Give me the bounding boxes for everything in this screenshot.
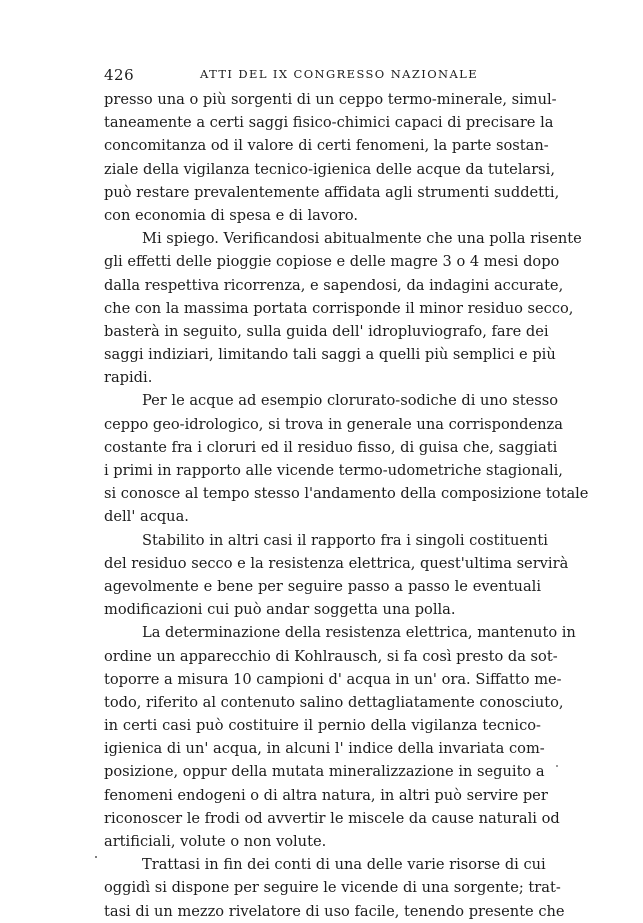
text-line: del residuo secco e la resistenza elettrica, quest'ultima servirà	[104, 554, 569, 572]
text-line: dalla respettiva ricorrenza, e sapendosi, da indagini accurate,	[104, 276, 564, 294]
text-line: taneamente a certi saggi fisico-chimici capaci di precisare la	[104, 114, 554, 132]
text-line: basterà in seguito, sulla guida dell' idropluviografo, fare dei	[104, 322, 549, 340]
paragraph	[104, 389, 589, 528]
running-head	[104, 66, 541, 84]
text-line: può restare prevalentemente affidata agli strumenti suddetti,	[104, 183, 560, 201]
text-line: Stabilito in altri casi il rapporto fra i singoli costituenti	[142, 531, 548, 549]
text-line: ziale della vigilanza tecnico-igienica delle acque da tutelarsi,	[104, 160, 555, 178]
text-line: concomitanza od il valore di certi fenomeni, la parte sostan-	[104, 137, 549, 155]
text-line: todo, riferito al contenuto salino dettagliatamente conosciuto,	[104, 693, 564, 711]
text-line: in certi casi può costituire il pernio della vigilanza tecnico-	[104, 717, 541, 735]
paragraph	[104, 529, 569, 622]
text-line: rapidi.	[104, 369, 153, 387]
print-speck	[95, 856, 97, 858]
paragraph	[104, 227, 582, 389]
running-title: ATTI DEL IX CONGRESSO NAZIONALE	[200, 67, 479, 81]
text-line: con economia di spesa e di lavoro.	[104, 206, 359, 224]
text-line: i primi in rapporto alle vicende termo-udometriche stagionali,	[104, 462, 563, 479]
print-speck	[556, 765, 558, 767]
text-line: toporre a misura 10 campioni d' acqua in un' ora. Siffatto me-	[104, 670, 562, 688]
text-line: Per le acque ad esempio clorurato-sodiche di uno stesso	[142, 392, 558, 410]
paragraph	[104, 621, 576, 853]
page-number: 426	[104, 66, 135, 84]
text-line: La determinazione della resistenza elettrica, mantenuto in	[142, 624, 576, 642]
paragraph	[104, 853, 565, 923]
text-line: che con la massima portata corrisponde il minor residuo secco,	[104, 299, 574, 317]
text-line: Trattasi in fin dei conti di una delle varie risorse di cui	[142, 856, 546, 874]
text-line: si conosce al tempo stesso l'andamento della composizione totale	[104, 485, 589, 503]
text-line: riconoscer le frodi od avvertir le miscele da cause naturali od	[104, 809, 560, 827]
text-line: tasi di un mezzo rivelatore di uso facile, tenendo presente che	[104, 902, 565, 920]
text-line: gli effetti delle pioggie copiose e delle magre 3 o 4 mesi dopo	[104, 253, 560, 271]
text-line: costante fra i cloruri ed il residuo fisso, di guisa che, saggiati	[104, 438, 558, 456]
text-line: igienica di un' acqua, in alcuni l' indice della invariata com-	[104, 740, 545, 758]
text-line: fenomeni endogeni o di altra natura, in altri può servire per	[104, 786, 548, 804]
body-text	[104, 88, 589, 923]
text-line: agevolmente e bene per seguire passo a passo le eventuali	[104, 577, 541, 595]
text-line: presso una o più sorgenti di un ceppo termo-minerale, simul-	[104, 91, 557, 108]
text-line: artificiali, volute o non volute.	[104, 833, 327, 850]
text-line: Mi spiego. Verificandosi abitualmente che una polla risente	[142, 230, 582, 248]
text-line: saggi indiziari, limitando tali saggi a quelli più semplici e più	[104, 346, 556, 364]
text-line: oggidì si dispone per seguire le vicende di una sorgente; trat-	[104, 879, 561, 897]
text-line: dell' acqua.	[104, 508, 189, 526]
text-line: posizione, oppur della mutata mineralizzazione in seguito a	[104, 763, 545, 781]
text-line: ceppo geo-idrologico, si trova in generale una corrispondenza	[104, 415, 563, 433]
text-line: modificazioni cui può andar soggetta una polla.	[104, 601, 456, 619]
paragraph	[104, 88, 560, 227]
text-line: ordine un apparecchio di Kohlrausch, si fa così presto da sot-	[104, 647, 558, 665]
